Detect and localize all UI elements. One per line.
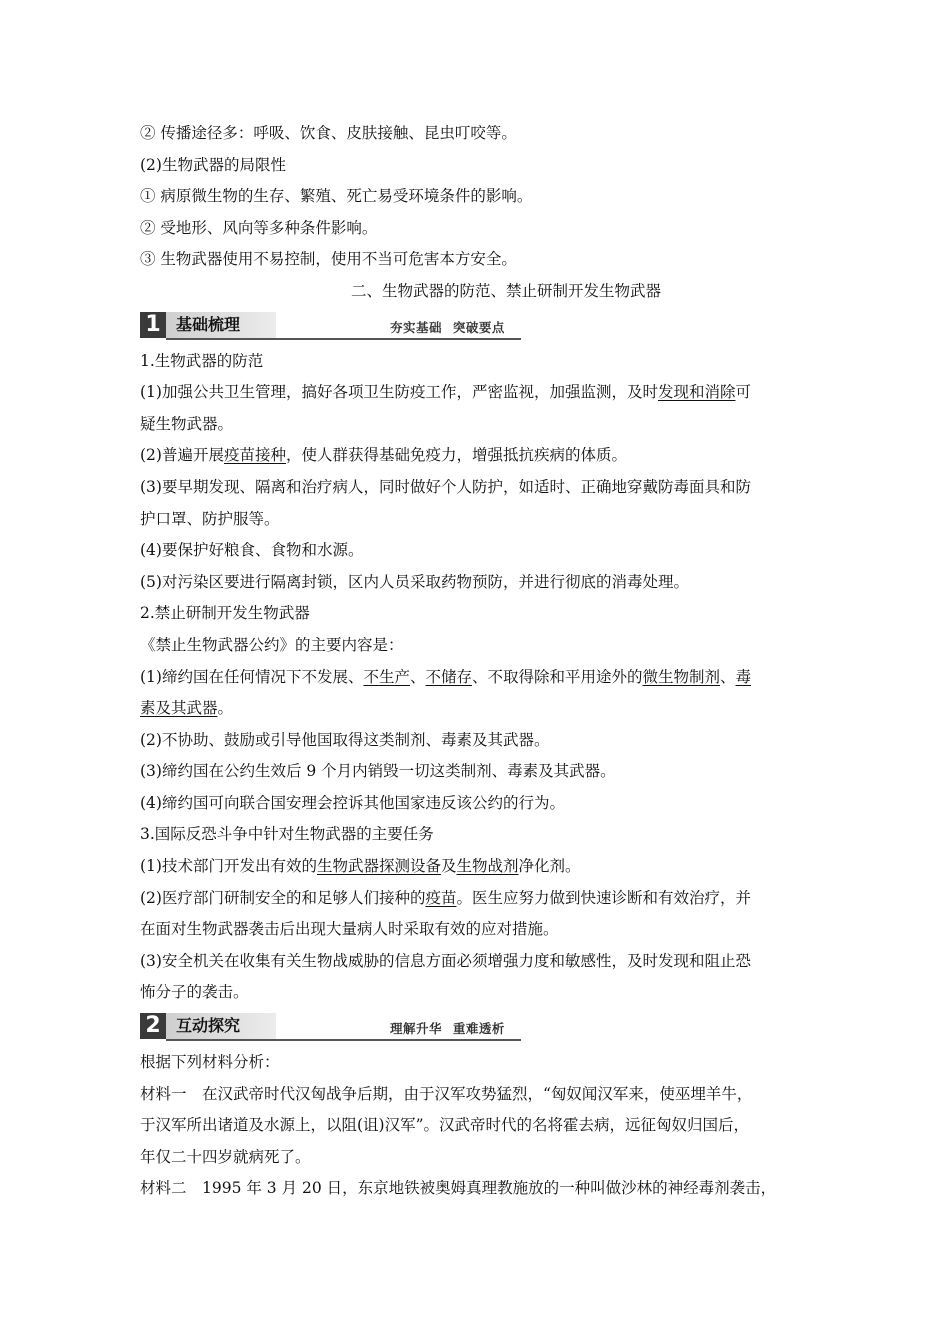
text-line: (3)缔约国在公约生效后 9 个月内销毁一切这类制剂、毒素及其武器。 xyxy=(140,762,616,781)
banner-title: 互动探究 xyxy=(166,1013,276,1039)
text-line: 材料一 在汉武帝时代汉匈战争后期，由于汉军攻势猛烈，“匈奴闻汉军来，使巫埋羊牛， xyxy=(140,1084,753,1103)
banner-rule xyxy=(166,1039,521,1041)
text-line: 在面对生物武器袭击后出现大量病人时采取有效的应对措施。 xyxy=(140,920,559,939)
answer-blank: 疫苗接种 xyxy=(223,446,286,465)
text-line: (3)安全机关在收集有关生物战威胁的信息方面必须增强力度和敏感性，及时发现和阻止恐 xyxy=(140,951,751,970)
text-line: (1)缔约国在任何情况下不发展、不生产、不储存、不取得除和平用途外的微生物制剂、毒 xyxy=(140,667,752,686)
text-line: 怖分子的袭击。 xyxy=(140,983,249,1002)
text-line: 1.生物武器的防范 xyxy=(140,351,264,370)
answer-blank: 不生产 xyxy=(363,667,410,686)
text-line: 材料二 1995 年 3 月 20 日，东京地铁被奥姆真理教施放的一种叫做沙林的神经毒剂袭击， xyxy=(140,1179,777,1198)
answer-blank: 发现和消除 xyxy=(657,383,736,402)
banner-rule xyxy=(166,338,521,340)
answer-blank: 微生物制剂 xyxy=(642,667,721,686)
banner-subtitle: 夯实基础 突破要点 xyxy=(390,319,505,335)
text-line: (1)加强公共卫生管理，搞好各项卫生防疫工作，严密监视，加强监测，及时发现和消除可 xyxy=(140,383,751,402)
text-line: (2)生物武器的局限性 xyxy=(140,155,286,174)
text-line: ③ 生物武器使用不易控制，使用不当可危害本方安全。 xyxy=(140,250,517,269)
section-banner-exploration xyxy=(140,1011,812,1045)
text-line: 素及其武器。 xyxy=(140,699,234,718)
answer-blank: 生物战剂 xyxy=(456,857,519,876)
text-line: 《禁止生物武器公约》的主要内容是： xyxy=(140,635,404,654)
text-line: 年仅二十四岁就病死了。 xyxy=(140,1147,311,1166)
banner-subtitle: 理解升华 重难透析 xyxy=(390,1021,505,1037)
banner-number: 1 xyxy=(140,312,166,338)
section-banner-basics xyxy=(140,310,812,344)
text-line: 根据下列材料分析： xyxy=(140,1053,280,1072)
text-line: 护口罩、防护服等。 xyxy=(140,509,280,528)
text-line: ② 受地形、风向等多种条件影响。 xyxy=(140,218,378,237)
answer-blank: 素及其武器 xyxy=(140,699,218,718)
answer-blank: 疫苗 xyxy=(425,888,457,907)
section-heading: 二、生物武器的防范、禁止研制开发生物武器 xyxy=(350,281,661,300)
text-line: ① 病原微生物的生存、繁殖、死亡易受环境条件的影响。 xyxy=(140,187,533,206)
text-line: ② 传播途径多：呼吸、饮食、皮肤接触、昆虫叮咬等。 xyxy=(140,124,517,142)
banner-title: 基础梳理 xyxy=(166,312,276,338)
text-line: (4)要保护好粮食、食物和水源。 xyxy=(140,541,364,560)
text-line: 疑生物武器。 xyxy=(140,414,234,433)
text-line: 于汉军所出诸道及水源上，以阻(诅)汉军”。汉武帝时代的名将霍去病，远征匈奴归国后， xyxy=(140,1116,750,1135)
text-line: (4)缔约国可向联合国安理会控诉其他国家违反该公约的行为。 xyxy=(140,793,565,812)
text-line: (2)不协助、鼓励或引导他国取得这类制剂、毒素及其武器。 xyxy=(140,730,550,749)
banner-number: 2 xyxy=(140,1013,166,1039)
answer-blank: 生物武器探测设备 xyxy=(316,857,441,876)
document-page xyxy=(140,118,812,1205)
text-line: 3.国际反恐斗争中针对生物武器的主要任务 xyxy=(140,825,434,844)
text-line: 2.禁止研制开发生物武器 xyxy=(140,604,310,623)
text-line: (2)普遍开展疫苗接种，使人群获得基础免疫力，增强抵抗疾病的体质。 xyxy=(140,446,627,465)
answer-blank: 不储存 xyxy=(425,667,473,686)
answer-blank: 毒 xyxy=(735,667,752,686)
text-line: (3)要早期发现、隔离和治疗病人，同时做好个人防护，如适时、正确地穿戴防毒面具和防 xyxy=(140,477,751,496)
text-line: (1)技术部门开发出有效的生物武器探测设备及生物战剂净化剂。 xyxy=(140,857,581,876)
text-line: (2)医疗部门研制安全的和足够人们接种的疫苗。医生应努力做到快速诊断和有效治疗，并 xyxy=(140,888,751,907)
text-line: (5)对污染区要进行隔离封锁，区内人员采取药物预防，并进行彻底的消毒处理。 xyxy=(140,572,689,591)
